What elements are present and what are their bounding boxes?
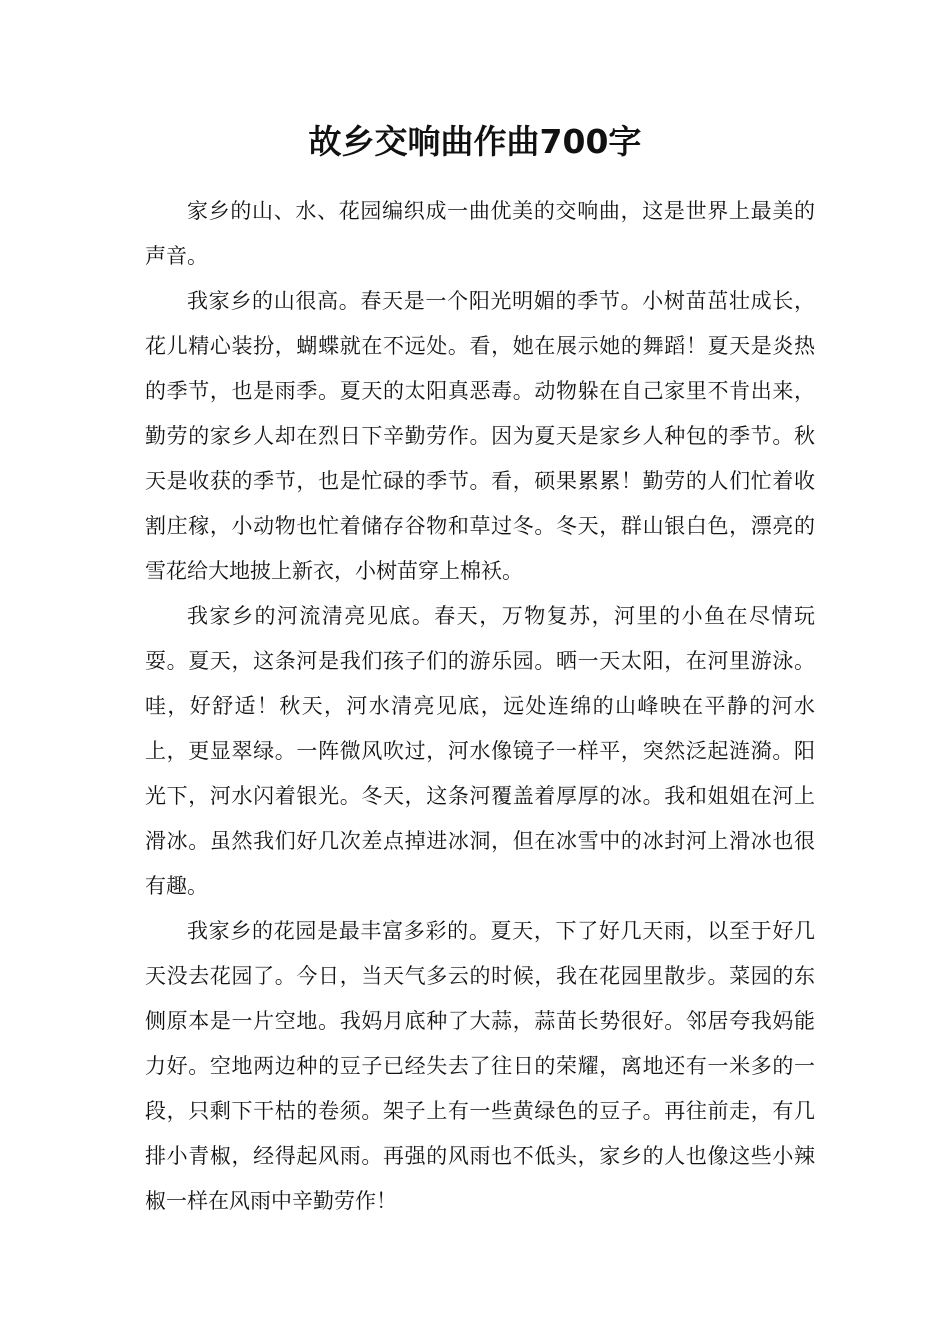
document-body (145, 189, 815, 1224)
paragraph-intro: 家乡的山、水、花园编织成一曲优美的交响曲，这是世界上最美的声音。 (145, 199, 815, 268)
document-title: 故乡交响曲作曲700字 (308, 122, 642, 161)
paragraph-river: 我家乡的河流清亮见底。春天，万物复苏，河里的小鱼在尽情玩耍。夏天，这条河是我们孩子们的游乐园。晒一天太阳，在河里游泳。哇，好舒适！秋天，河水清亮见底，远处连绵的山峰映在平静的河水上，更显翠绿。一阵微风吹过，河水像镜子一样平，突然泛起涟漪。阳光下，河水闪着银光。冬天，这条河覆盖着厚厚的冰。我和姐姐在河上滑冰。虽然我们好几次差点掉进冰洞，但在冰雪中的冰封河上滑冰也很有趣。 (145, 604, 815, 898)
paragraph-mountains: 我家乡的山很高。春天是一个阳光明媚的季节。小树苗茁壮成长，花儿精心装扮，蝴蝶就在不远处。看，她在展示她的舞蹈！夏天是炎热的季节，也是雨季。夏天的太阳真恶毒。动物躲在自己家里不肯出来，勤劳的家乡人却在烈日下辛勤劳作。因为夏天是家乡人种包的季节。秋天是收获的季节，也是忙碌的季节。看，硕果累累！勤劳的人们忙着收割庄稼，小动物也忙着储存谷物和草过冬。冬天，群山银白色，漂亮的雪花给大地披上新衣，小树苗穿上棉袄。 (145, 289, 815, 583)
paragraph-garden: 我家乡的花园是最丰富多彩的。夏天，下了好几天雨，以至于好几天没去花园了。今日，当天气多云的时候，我在花园里散步。菜园的东侧原本是一片空地。我妈月底种了大蒜，蒜苗长势很好。邻居夸我妈能力好。空地两边种的豆子已经失去了往日的荣耀，离地还有一米多的一段，只剩下干枯的卷须。架子上有一些黄绿色的豆子。再往前走，有几排小青椒，经得起风雨。再强的风雨也不低头，家乡的人也像这些小辣椒一样在风雨中辛勤劳作！ (145, 919, 815, 1213)
